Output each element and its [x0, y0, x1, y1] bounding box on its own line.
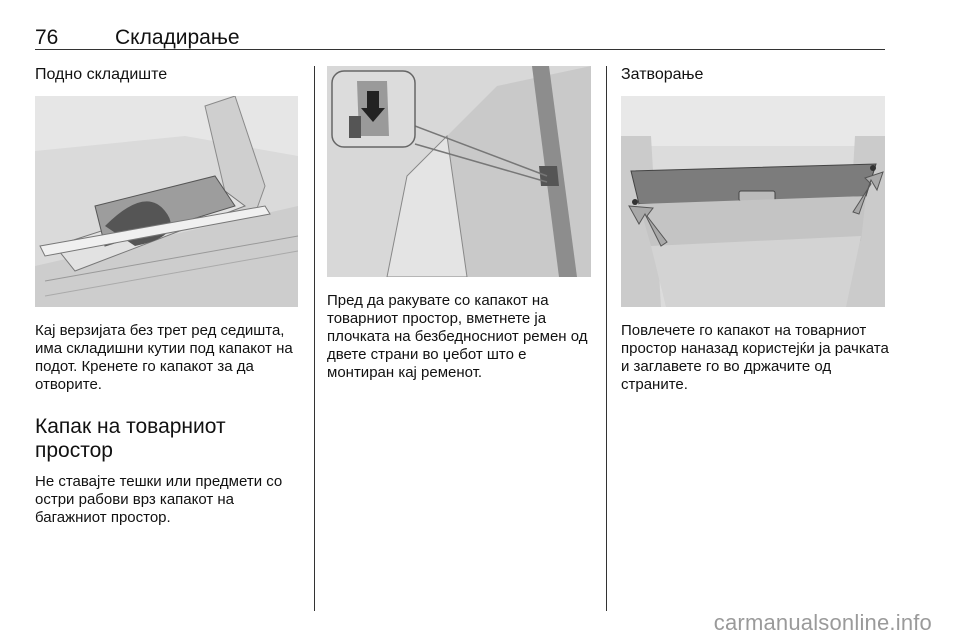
watermark: carmanualsonline.info	[713, 610, 932, 635]
closing-heading: Затворање	[621, 66, 704, 83]
load-compartment-cover-heading: Капак на товарниот простор	[35, 415, 226, 462]
page-number: 76	[35, 26, 59, 49]
underfloor-storage-figure	[35, 96, 298, 307]
underfloor-storage-heading: Подно складиште	[35, 66, 168, 83]
page-title: Складирање	[115, 26, 240, 49]
page-header	[35, 22, 885, 50]
underfloor-storage-text: Кај верзијата без трет ред седишта, има складишни кутии под капакот на подот. Кренете го капакот за да отворите.	[35, 322, 293, 393]
column-divider-1	[314, 66, 315, 611]
closing-cover-figure	[621, 96, 885, 307]
header-divider	[35, 49, 885, 50]
column-divider-2	[606, 66, 607, 611]
closing-text: Повлечете го капакот на товарниот простор наназад користејќи ја рачката и заглавете го во држачите од страните.	[621, 322, 889, 393]
seat-belt-pocket-figure	[327, 66, 591, 277]
seat-belt-pocket-text: Пред да ракувате со капакот на товарниот простор, вметнете ја плочката на безбедносниот ремен од двете страни во џебот што е монтиран кај ременот.	[327, 292, 588, 381]
load-compartment-cover-warning: Не ставајте тешки или предмети со остри рабови врз капакот на багажниот простор.	[35, 473, 283, 526]
